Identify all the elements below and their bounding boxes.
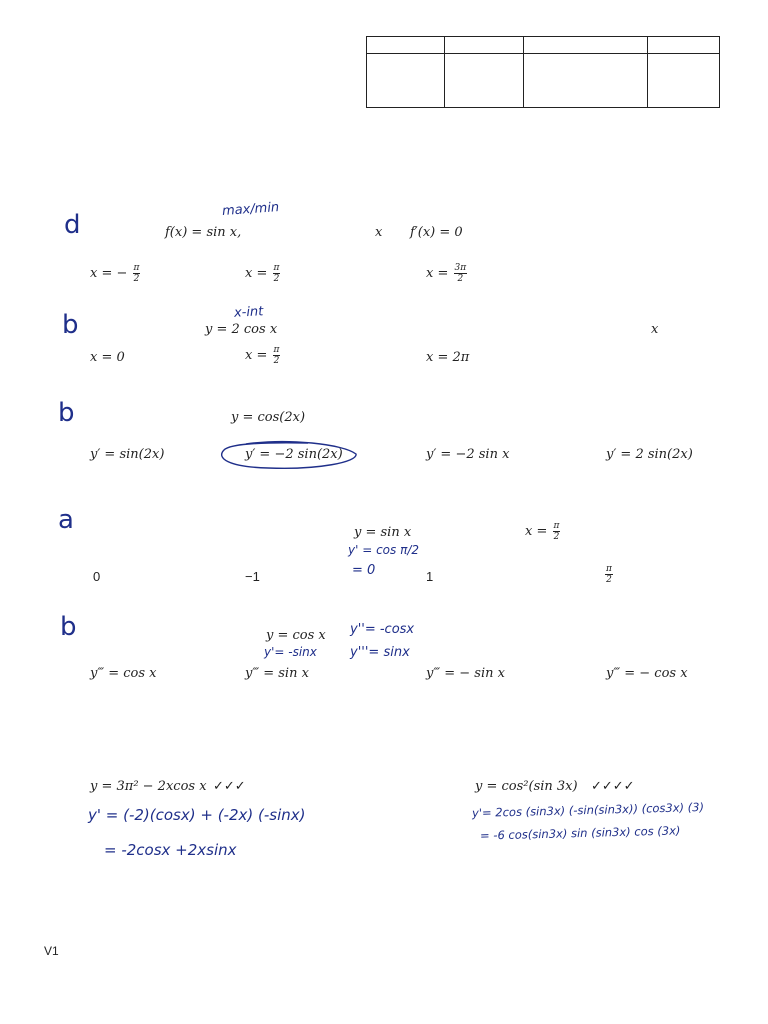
q5-option-c[interactable]: y‴ = − sin x	[426, 666, 505, 681]
q6-work-line-1: y' = (-2)(cosx) + (-2x) (-sinx)	[88, 806, 306, 824]
q1-option-b-fraction	[273, 263, 281, 284]
q1-option-c[interactable]	[426, 263, 468, 284]
q1-option-b[interactable]	[245, 263, 281, 284]
q1-option-b-num: π	[273, 263, 280, 273]
q4-stem-point-fraction	[553, 521, 561, 542]
score-cell	[648, 37, 720, 54]
q5-option-b[interactable]: y‴ = sin x	[245, 666, 309, 681]
q1-option-b-lhs: x =	[245, 266, 268, 281]
q2-option-b-num: π	[273, 345, 280, 355]
q2-option-b-den: 2	[273, 356, 280, 366]
q1-option-c-lhs: x =	[426, 266, 449, 281]
q5-option-a[interactable]: y‴ = cos x	[90, 666, 157, 681]
q1-stem-function: f(x) = sin x,	[165, 225, 242, 240]
q2-option-c[interactable]: x = 2π	[426, 350, 470, 365]
q5-option-d[interactable]: y‴ = − cos x	[606, 666, 688, 681]
q5-work-line-3: y'''= sinx	[350, 645, 410, 660]
q5-stem: y = cos x	[266, 628, 326, 643]
q4-option-c[interactable]: 1	[426, 569, 434, 584]
q1-option-c-den: 2	[457, 274, 464, 284]
q1-option-a-den: 2	[133, 274, 140, 284]
q3-option-a[interactable]: y′ = sin(2x)	[90, 447, 165, 462]
score-cell	[648, 54, 720, 108]
q5-work-line-1: y'= -sinx	[264, 645, 317, 659]
q2-option-b-fraction	[273, 345, 281, 366]
q2-option-a[interactable]: x = 0	[90, 350, 125, 365]
q4-stem-point	[525, 521, 561, 542]
q1-stem-variable: x	[375, 225, 383, 240]
q1-answer-letter: d	[64, 210, 81, 240]
q6-stem: y = 3π² − 2xcos x	[90, 779, 207, 794]
q3-answer-letter: b	[58, 398, 75, 428]
q4-option-d-den: 2	[606, 575, 612, 585]
score-cell	[367, 37, 445, 54]
score-cell	[524, 54, 648, 108]
score-cell	[524, 37, 648, 54]
q4-stem-point-den: 2	[553, 532, 560, 542]
score-cell	[367, 54, 445, 108]
q7-work-line-2: = -6 cos(sin3x) sin (sin3x) cos (3x)	[479, 823, 681, 843]
score-cell	[445, 37, 524, 54]
q3-option-b[interactable]: y′ = −2 sin(2x)	[245, 447, 343, 462]
q4-option-d-num: π	[606, 564, 612, 574]
q1-stem-derivative: f′(x) = 0	[410, 225, 463, 240]
q4-option-d[interactable]	[604, 564, 614, 585]
q6-checkmarks: ✓✓✓	[213, 778, 246, 793]
q1-option-a[interactable]	[90, 263, 141, 284]
q3-stem: y = cos(2x)	[231, 410, 306, 425]
q4-work-line-1: y' = cos π/2	[348, 543, 419, 557]
q1-option-c-num: 3π	[454, 263, 467, 273]
q1-option-c-fraction	[454, 263, 468, 284]
q4-option-a[interactable]: 0	[93, 569, 101, 584]
q3-option-d[interactable]: y′ = 2 sin(2x)	[606, 447, 693, 462]
q5-work-line-2: y''= -cosx	[350, 622, 415, 637]
q2-stem: y = 2 cos x	[205, 322, 278, 337]
q1-option-b-den: 2	[273, 274, 280, 284]
q7-stem: y = cos²(sin 3x)	[475, 779, 578, 794]
score-cell	[445, 54, 524, 108]
q2-stem-variable: x	[651, 322, 659, 337]
q4-option-b[interactable]: −1	[245, 569, 260, 584]
q7-checkmarks: ✓✓✓✓	[591, 778, 635, 793]
score-table	[366, 36, 720, 108]
q4-stem: y = sin x	[354, 525, 412, 540]
q3-option-c[interactable]: y′ = −2 sin x	[426, 447, 510, 462]
q2-answer-letter: b	[62, 310, 79, 340]
q4-option-d-fraction	[605, 564, 613, 585]
q7-work-line-1: y'= 2cos (sin3x) (-sin(sin3x)) (cos3x) (3)	[471, 799, 705, 821]
q1-option-a-fraction	[133, 263, 141, 284]
q2-option-b-lhs: x =	[245, 348, 268, 363]
q5-answer-letter: b	[60, 612, 77, 642]
q1-option-a-num: π	[133, 263, 140, 273]
version-label: V1	[44, 944, 59, 958]
q1-option-a-lhs: x = −	[90, 266, 128, 281]
q6-work-line-2: = -2cosx +2xsinx	[104, 841, 237, 859]
q4-stem-point-lhs: x =	[525, 524, 548, 539]
q4-work-line-2: = 0	[352, 563, 376, 578]
q2-note: x-int	[233, 304, 264, 321]
q4-stem-point-num: π	[553, 521, 560, 531]
q1-note: max/min	[221, 200, 280, 219]
q2-option-b[interactable]	[245, 345, 281, 366]
q4-answer-letter: a	[58, 505, 74, 535]
